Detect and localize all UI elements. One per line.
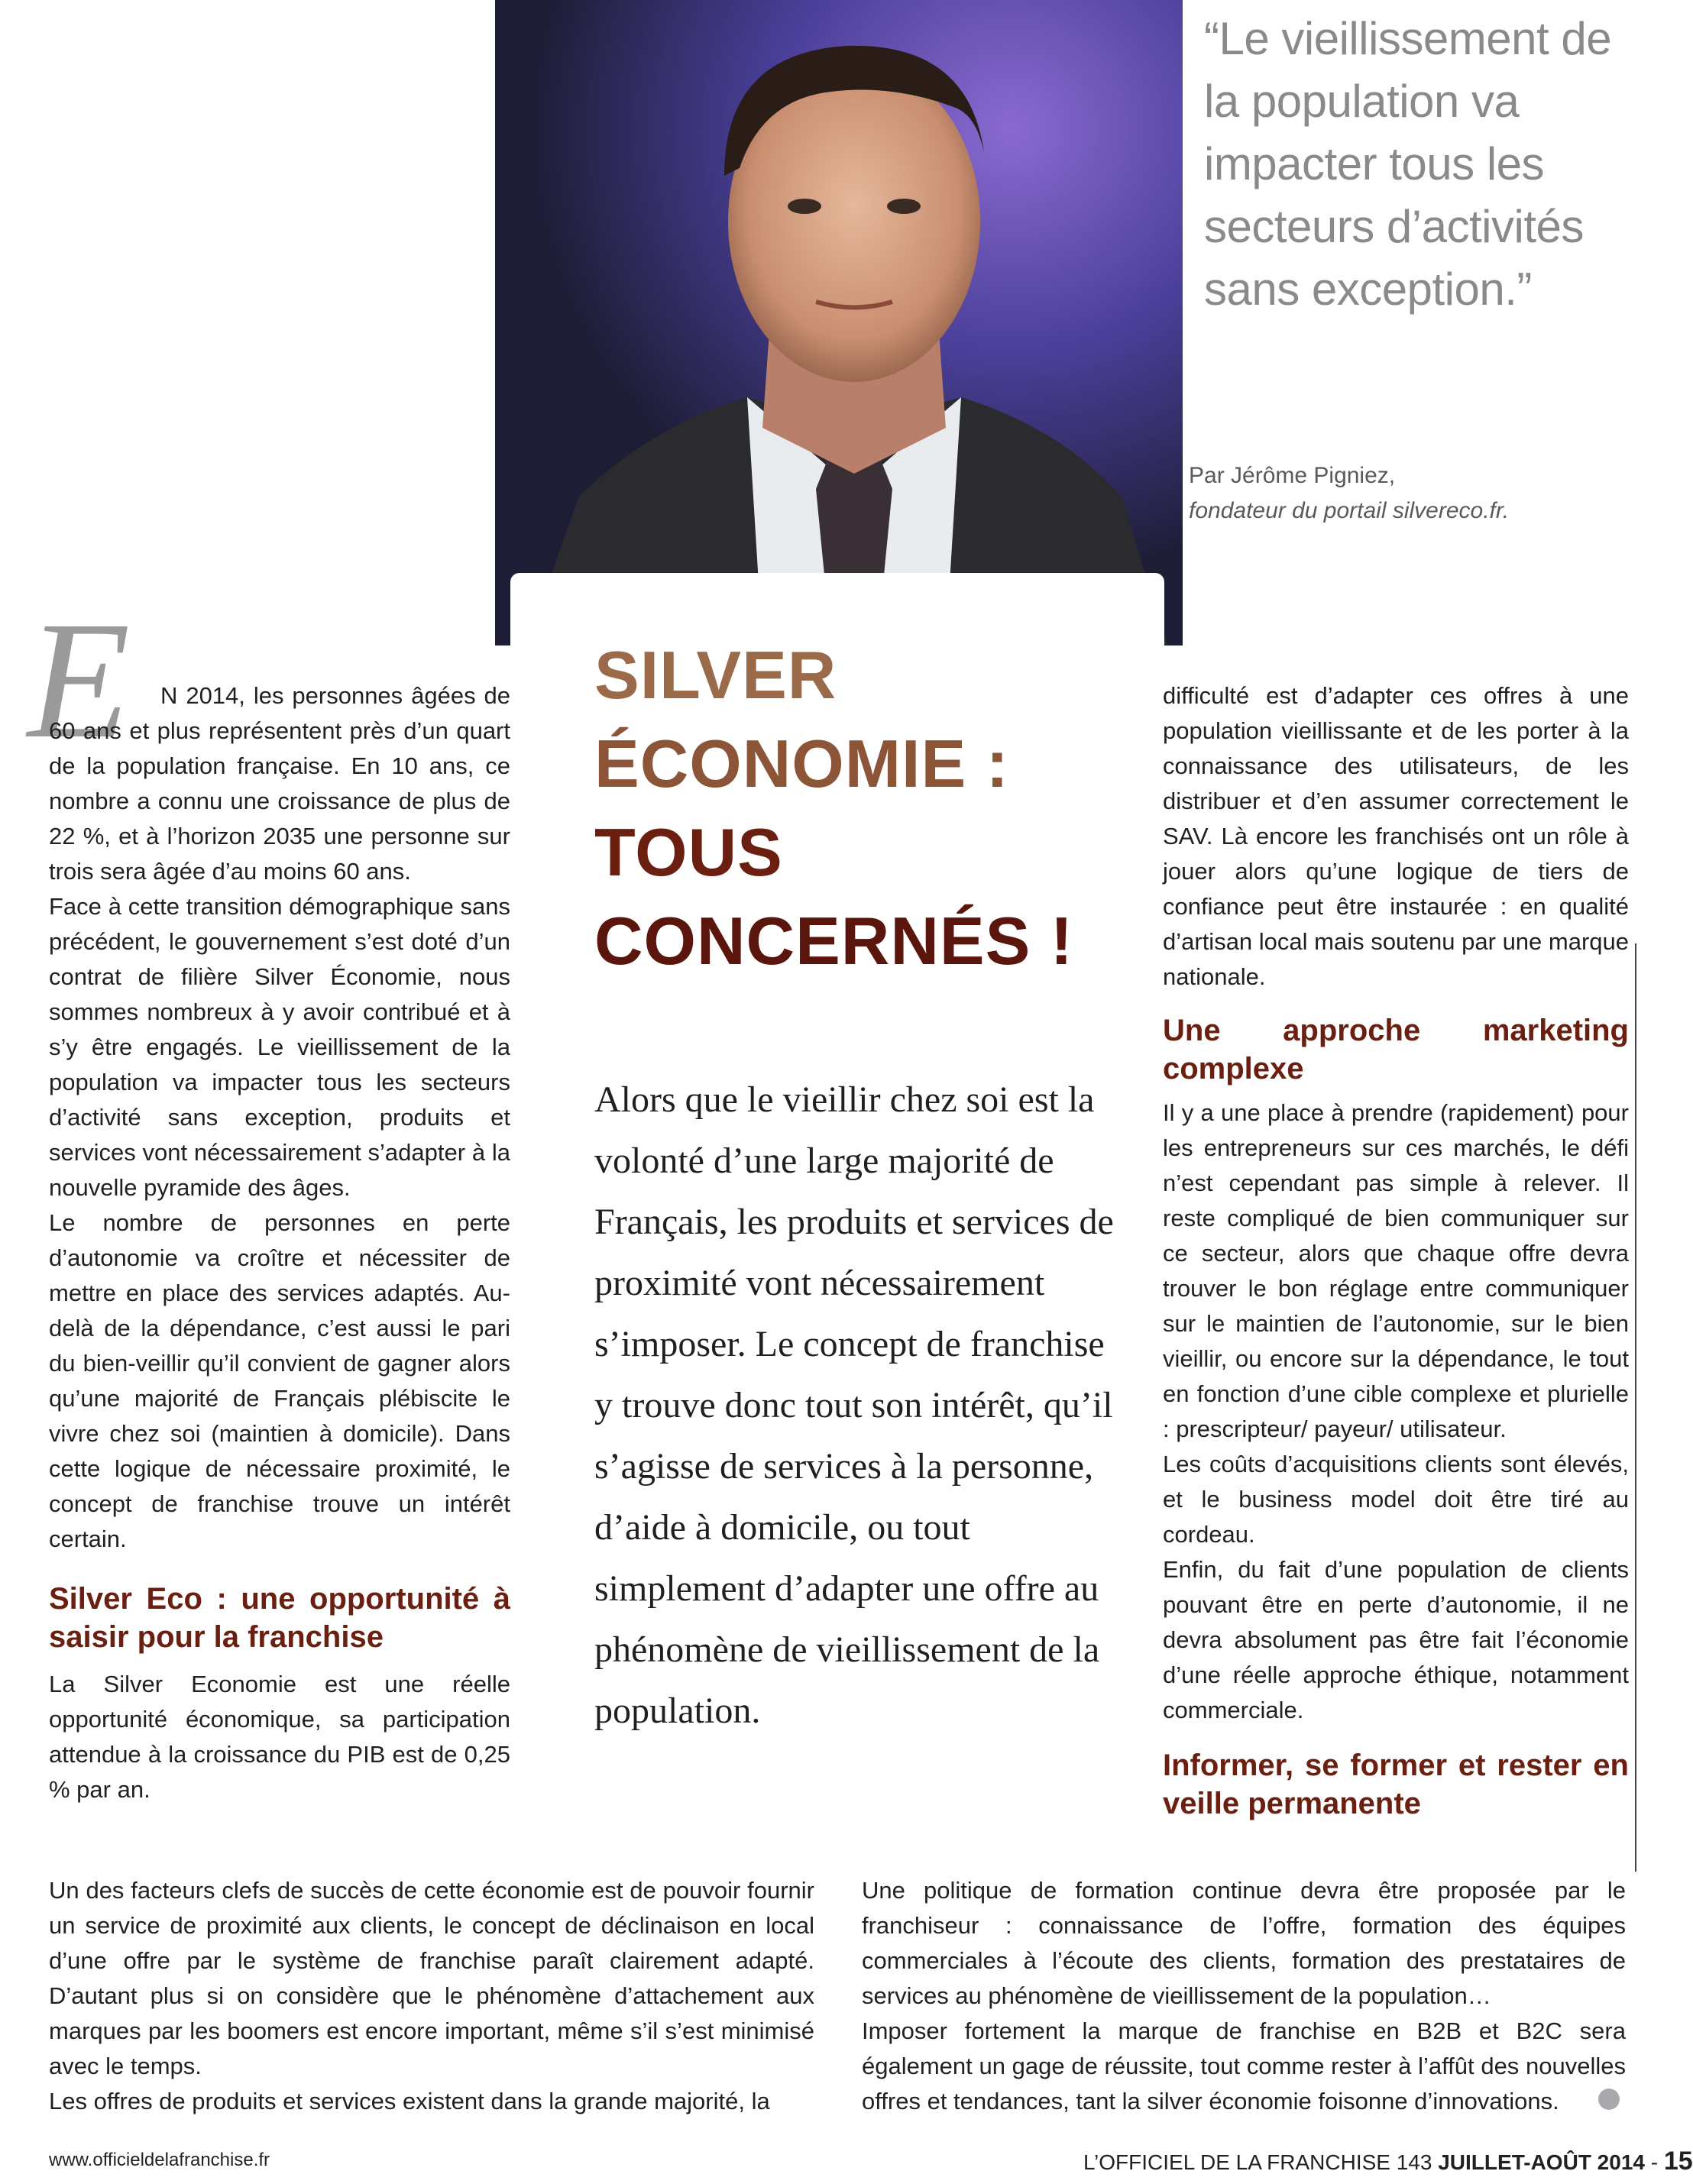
right-column [1163, 678, 1629, 1823]
title-line-1: SILVER [594, 637, 837, 713]
author-name: Par Jérôme Pigniez, [1189, 463, 1396, 488]
author-role: fondateur du portail silvereco.fr. [1189, 498, 1510, 523]
footer-url[interactable]: www.officieldelafranchise.fr [49, 2150, 270, 2170]
pull-quote: “Le vieillissement de la population va impacter tous les secteurs d’activités sans exception.” [1204, 13, 1612, 315]
portrait-illustration [495, 0, 1183, 645]
subheading: Une approche marketing complexe [1163, 1014, 1629, 1086]
paragraph: Un des facteurs clefs de succès de cette économie est de pouvoir fournir un service de proximité aux clients, le concept de déclinaison en local d’une offre par le système de franchise paraît clairement adapté. D’autant plus si on considère que le phénomène d’attachement aux marques par les boomers est encore important, même s’il s’est minimisé avec le temps. [49, 1877, 814, 2079]
end-mark-icon [1598, 2089, 1620, 2110]
left-column [49, 678, 510, 1807]
separator: - [1644, 2150, 1664, 2174]
author-photo [495, 0, 1183, 645]
bottom-right-column [862, 1873, 1626, 2119]
publication-name: L’OFFICIEL DE LA FRANCHISE 143 [1083, 2150, 1432, 2174]
column-rule [1635, 943, 1636, 1872]
title-line-2: ÉCONOMIE : [594, 726, 1009, 801]
paragraph: Les coûts d’acquisitions clients sont élevés, et le business model doit être tiré au cordeau. [1163, 1451, 1629, 1548]
paragraph: Imposer fortement la marque de franchise en B2B et B2C sera également un gage de réussite, tout comme rester à l’affût des nouvelles offres et tendances, tant la silver économie foisonne d’innovations. [862, 2017, 1626, 2114]
drop-cap: E [28, 587, 131, 773]
paragraph: Enfin, du fait d’une population de clients pouvant être en perte d’autonomie, il ne devra absolument pas être fait l’économie d’une réelle approche éthique, notamment commerciale. [1163, 1556, 1629, 1723]
title-line-4: CONCERNÉS ! [594, 903, 1074, 979]
paragraph: Les offres de produits et services existent dans la grande majorité, la [49, 2088, 770, 2114]
paragraph: Il y a une place à prendre (rapidement) pour les entrepreneurs sur ces marchés, le défi n’est cependant pas simple à relever. Il reste compliqué de bien communiquer sur ce secteur, alors que chaque offre devra trouver le bon réglage entre communiquer sur le maintien de l’autonomie, sur le bien vieillir, ou encore sur la dépendance, le tout en fonction d’une cible complexe et plurielle : prescripteur/ payeur/ utilisateur. [1163, 1099, 1629, 1442]
title-line-3: TOUS [594, 814, 783, 890]
subheading: Informer, se former et rester en veille permanente [1163, 1749, 1629, 1820]
paragraph: Le nombre de personnes en perte d’autonomie va croître et nécessiter de mettre en place des services adaptés. Au-delà de la dépendance, c’est aussi le pari du bien-veillir qu’il convient de gagner alors qu’une majorité de Français plébiscite le vivre chez soi (maintien à domicile). Dans cette logique de nécessaire proximité, le concept de franchise trouve un intérêt certain. [49, 1209, 510, 1552]
paragraph: Une politique de formation continue devra être proposée par le franchiseur : connaissance de l’offre, formation des équipes commerciales à l’écoute des clients, formation des prestataires de services au phénomène de vieillissement de la population… [862, 1877, 1626, 2009]
paragraph: La Silver Economie est une réelle opportunité économique, sa participation attendue à la croissance du PIB est de 0,25 % par an. [49, 1671, 510, 1803]
subheading: Silver Eco : une opportunité à saisir pour la franchise [49, 1582, 510, 1654]
paragraph: difficulté est d’adapter ces offres à une population vieillissante et de les porter à la connaissance des utilisateurs, de les distribuer et d’en assumer correctement le SAV. Là encore les franchisés ont un rôle à jouer alors qu’une logique de tiers de confiance peut être instaurée : en qualité d’artisan local mais soutenu par une marque nationale. [1163, 682, 1630, 990]
bottom-left-column [49, 1873, 814, 2119]
issue-date: JUILLET-AOÛT 2014 [1438, 2150, 1645, 2174]
footer-publication [1083, 2147, 1693, 2176]
byline [1189, 458, 1617, 529]
article-title [594, 631, 1144, 985]
article-lead: Alors que le vieillir chez soi est la volonté d’une large majorité de Français, les produits et services de proximité vont nécessairement s’imposer. Le concept de franchise y trouve donc tout son intérêt, qu’il s’agisse de services à la personne, d’aide à domicile, ou tout simplement d’adapter une offre au phénomène de vieillissement de la population. [594, 1079, 1114, 1731]
paragraph: N 2014, les personnes âgées de 60 ans et plus représentent près d’un quart de la population française. En 10 ans, ce nombre a connu une croissance de plus de 22 %, et à l’horizon 2035 une personne sur trois sera âgée d’au moins 60 ans. [49, 682, 510, 885]
paragraph: Face à cette transition démographique sans précédent, le gouvernement s’est doté d’un contrat de filière Silver Économie, nous sommes nombreux à y avoir contribué et à s’y être engagés. Le vieillissement de la population va impacter tous les secteurs d’activité sans exception, produits et services vont nécessairement s’adapter à la nouvelle pyramide des âges. [49, 893, 510, 1201]
page-number: 15 [1663, 2147, 1693, 2176]
